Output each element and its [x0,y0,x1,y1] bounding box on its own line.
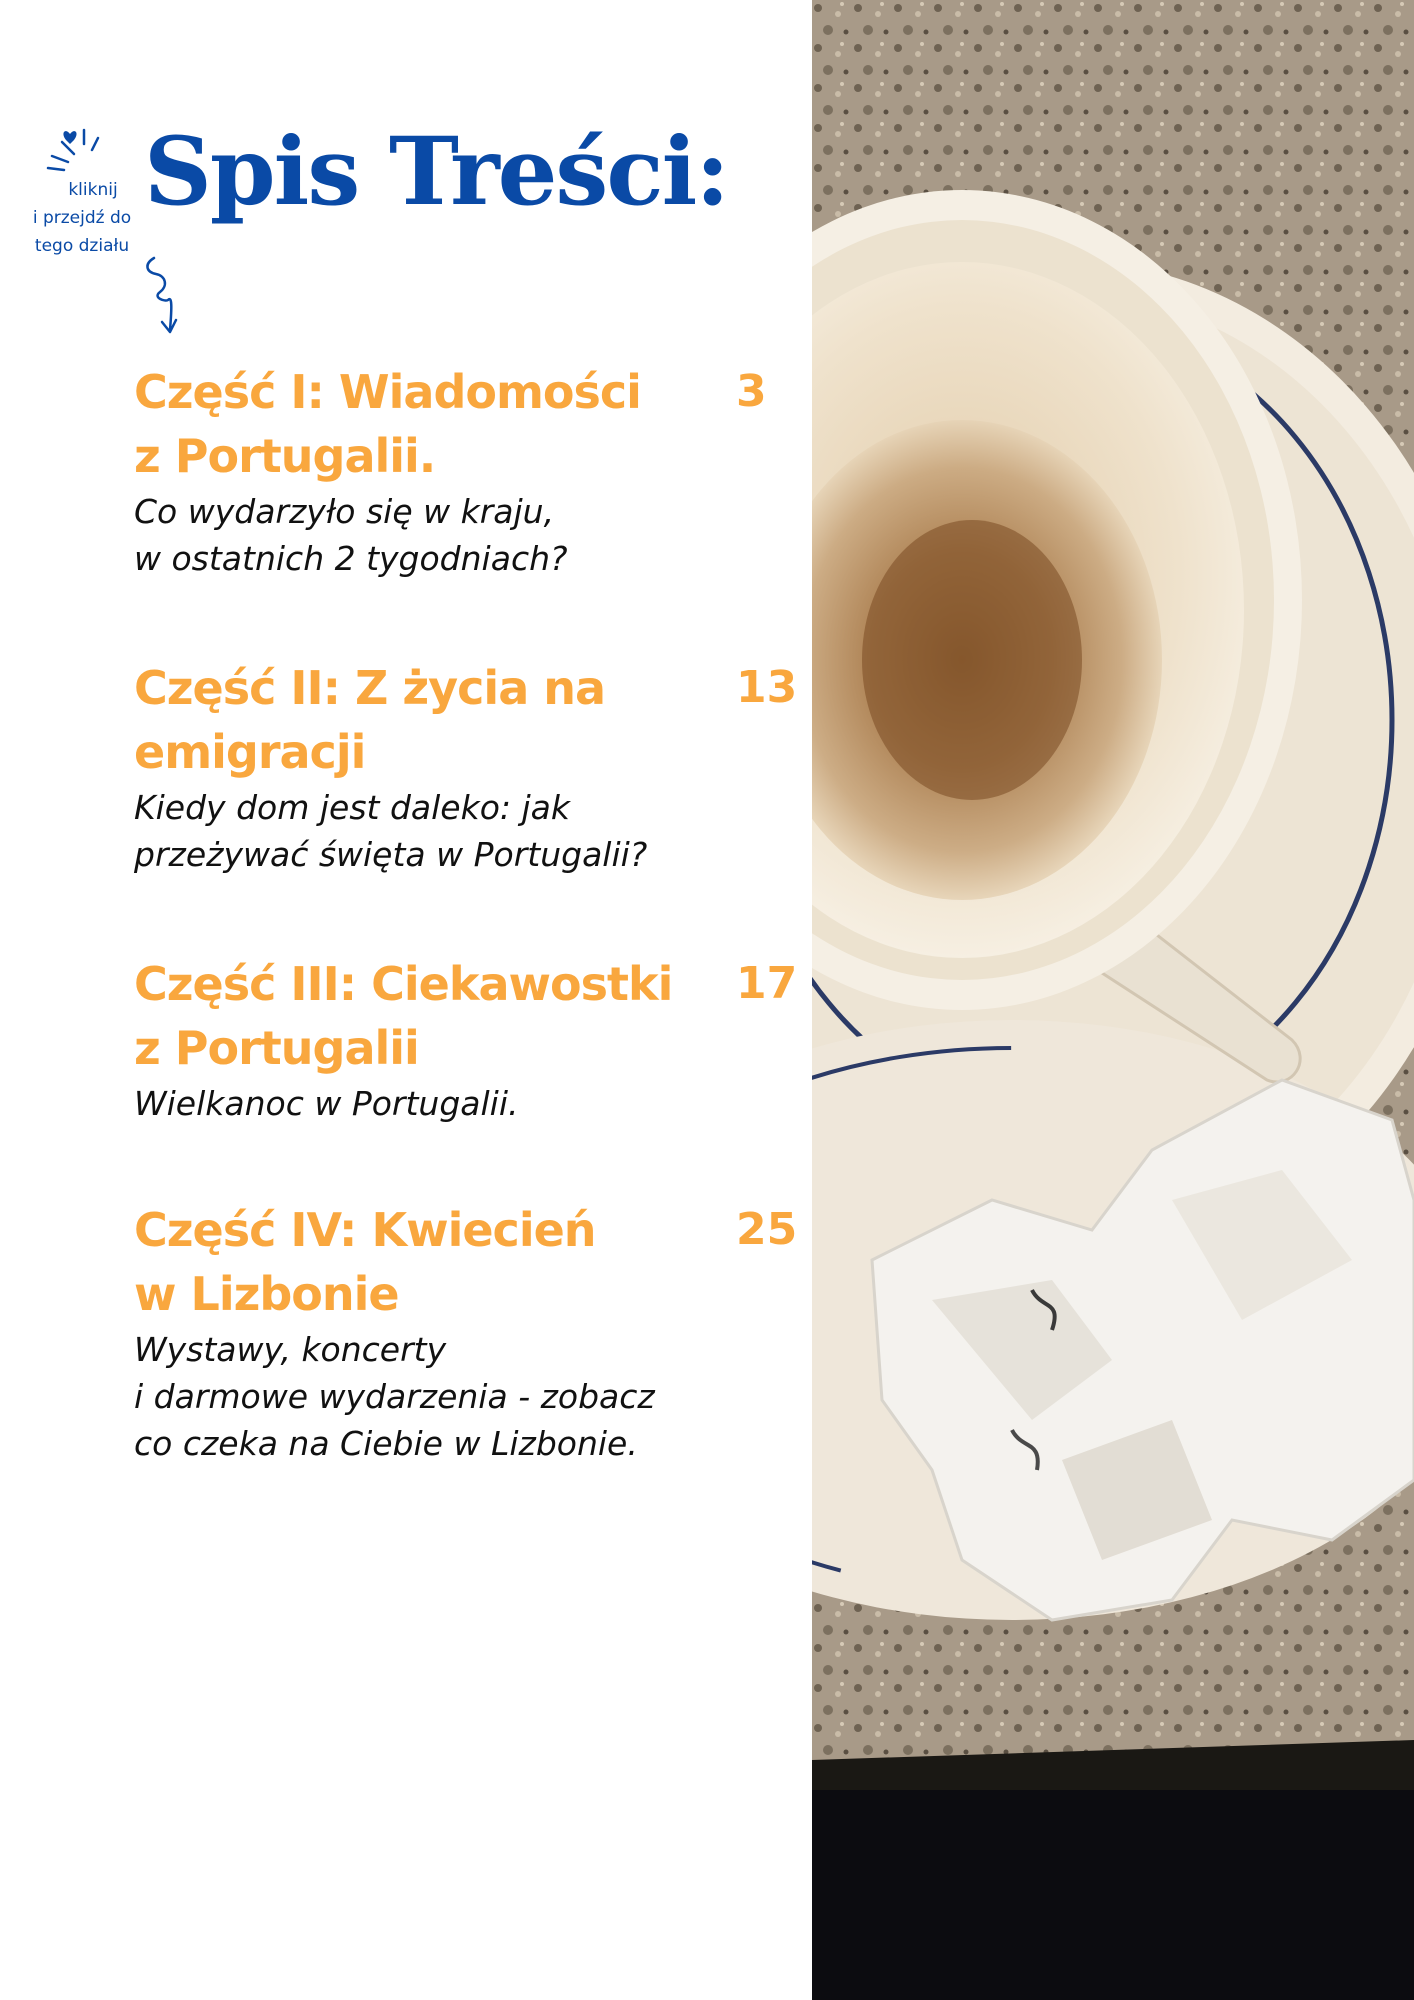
toc-entry-3[interactable] [134,952,814,1127]
toc-entry-page-number[interactable]: 13 [736,662,798,713]
toc-entry-title[interactable] [134,656,704,784]
toc-entry-description [134,1326,734,1467]
coffee-cup-photo [812,0,1414,2000]
hint-text [22,176,142,260]
toc-entry-title[interactable] [134,360,704,488]
toc-entry-page-number[interactable]: 17 [736,958,798,1009]
toc-entry-title-line[interactable]: Część II: Z życia na [134,661,606,715]
sparkle-icon [22,128,112,178]
toc-entry-title-line[interactable]: emigracji [134,725,366,779]
toc-entry-description [134,1080,734,1127]
toc-entry-description-line: Kiedy dom jest daleko: jak [134,788,570,827]
toc-entry-description-line: i darmowe wydarzenia - zobacz [134,1377,655,1416]
toc-entry-description [134,784,734,878]
hint-line: tego działu [34,236,130,256]
toc-entry-title-line[interactable]: z Portugalii. [134,429,436,483]
toc-entry-description-line: Co wydarzyło się w kraju, [134,492,555,531]
toc-entry-description-line: Wystawy, koncerty [134,1330,447,1369]
toc-entry-4[interactable] [134,1198,814,1467]
toc-entry-1[interactable] [134,360,814,582]
toc-entry-title[interactable] [134,1198,704,1326]
toc-entry-description-line: w ostatnich 2 tygodniach? [134,539,568,578]
toc-entry-title-line[interactable]: Część I: Wiadomości [134,365,641,419]
toc-entry-description-line: Wielkanoc w Portugalii. [134,1084,519,1123]
toc-entry-title[interactable] [134,952,704,1080]
click-hint [22,128,152,338]
toc-entry-title-line[interactable]: w Lizbonie [134,1267,399,1321]
toc-entry-title-line[interactable]: Część III: Ciekawostki [134,957,673,1011]
hint-line: kliknij [68,180,118,200]
toc-entry-description-line: przeżywać święta w Portugalii? [134,835,648,874]
squiggle-arrow-icon [122,256,202,336]
toc-entry-title-line[interactable]: z Portugalii [134,1021,419,1075]
page-title: Spis Treści: [144,117,728,227]
toc-entry-page-number[interactable]: 25 [736,1204,798,1255]
toc-entry-2[interactable] [134,656,814,878]
toc-entry-description [134,488,734,582]
coffee-cup-illustration [812,0,1414,2000]
toc-entry-title-line[interactable]: Część IV: Kwiecień [134,1203,596,1257]
toc-entry-description-line: co czeka na Ciebie w Lizbonie. [134,1424,638,1463]
toc-entry-page-number[interactable]: 3 [736,366,767,417]
hint-line: i przejdź do [32,208,132,228]
